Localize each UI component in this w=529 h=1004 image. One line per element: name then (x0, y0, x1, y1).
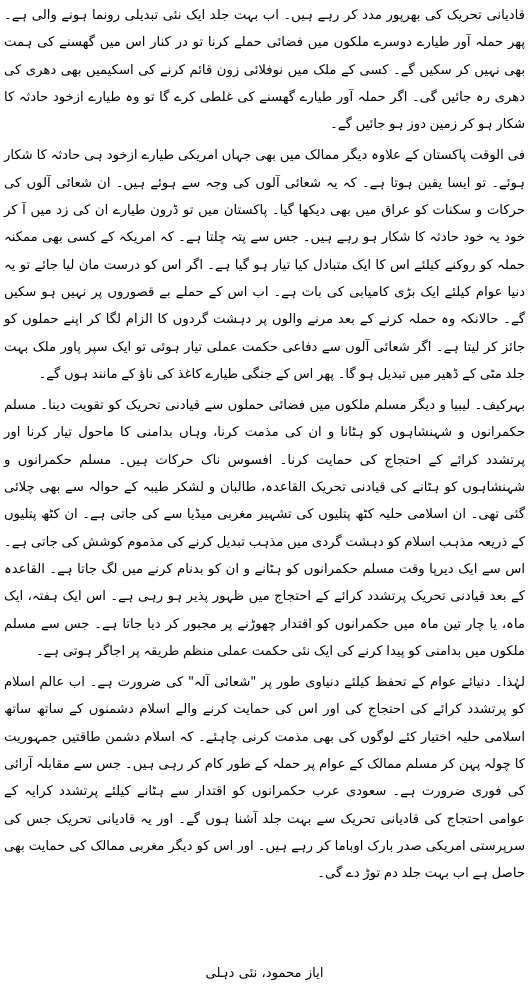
article-body (4, 2, 525, 888)
article-paragraph-3: بہرکیف۔ لیبیا و دیگر مسلم ملکوں میں فضائی حملوں سے قیادنی تحریک کو تقویت دینا۔ مسلم حکمرانوں و شہنشاہوں کو ہٹانا و ان کی مذمت کرنا، وہاں بدامنی کا ماحول تیار کرنا اور پرتشدد کرائے کے احتجاج کی حمایت کرنا۔ افسوس ناک حرکات ہیں۔ مسلم حکمرانوں و شہنشاہوں کو ہٹانے کی قیادنی تحریک القاعدہ، طالبان و لشکر طیبہ کے حوالہ سے بھی چلائی گئی تھی۔ ان اسلامی حلیہ کٹھ پتلیوں کی تشہیر مغربی میڈیا سے کی جاتی ہے۔ ان کٹھ پتلیوں کے ذریعہ مذہب اسلام کو دہشت گردی میں مذہب تبدیل کرنے کی مذموم کوشش کی جاتی ہے۔ اس سے ایک دیرپا وقت مسلم حکمرانوں کو ہٹانے و ان کو بدنام کرنے میں لگ جاتا ہے۔ القاعدہ کے بعد قیادنی تحریک پرتشدد کرائے کے احتجاج میں ظہور پذیر ہو رہی ہے۔ اس ایک ہفتہ، ایک ماہ، یا چار تین ماہ میں حکمرانوں کو اقتدار چھوڑنے پر مجبور کر دیا جاتا ہے۔ جس سے مسلم ملکوں میں بدامنی کو پیدا کرنے کی ایک نئی حکمت عملی منظم طریقہ پر اجاگر ہوتی ہے۔ (4, 398, 525, 659)
article-paragraph-4: لہٰذا۔ دنیائے عوام کے تحفظ کیلئے دنیاوی طور پر "شعائی آلہ" کی ضرورت ہے۔ اب عالم اسلام کو پرتشدد کرائے کی احتجاج کی اور اس کی حمایت کرنے والے اسلام دشمنوں کے ساتھ ساتھ اسلامی حلیہ اختیار کئے لوگوں کی بھی مذمت کرنی چاہئے۔ کہ اسلام دشمن طاقتیں جمہوریت کا چولہ پہن کر مسلم ممالک کے عوام پر حملہ کے طور کام کر رہی ہیں۔ جس سے مقابلہ آرائی کی فوری ضرورت ہے۔ سعودی عرب حکمرانوں کو اقتدار سے ہٹانے کیلئے پرتشدد کرایہ کے عوامی احتجاج کی قادیانی تحریک سے بہت جلد آشنا ہوں گے۔ اور یہ قادیانی تحریک جس کی سرپرستی امریکی صدر بارک اوباما کر رہے ہیں۔ اور اس کو دیگر مغربی ممالک کی حمایت بھی حاصل ہے اب بہت جلد دم توڑ دے گی۔ (4, 675, 525, 882)
article-paragraph-1: قادیانی تحریک کی بھرپور مدد کر رہے ہیں۔ اب بہت جلد ایک نئی تبدیلی رونما ہونے والی ہے۔ پھر حملہ آور طیارے دوسرے ملکوں میں فضائی حملے کرنا تو در کنار اس میں گھسنے کی ہمت بھی نہیں کر سکیں گے۔ کسی کے ملک میں نوفلائی زون قائم کرنے کی اسکیمیں بھی دھری کی دھری رہ جائیں گی۔ اگر حملہ آور طیارے گھسنے کی غلطی کرے گا تو وہ طیارے ازخود حادثہ کا شکار ہو کر زمین دوز ہو جائیں گے۔ (4, 8, 525, 133)
article-paragraph-2: فی الوقت پاکستان کے علاوہ دیگر ممالک میں بھی جہاں امریکی طیارے ازخود ہی حادثہ کا شکار ہوئے۔ تو ایسا یقین ہوتا ہے۔ کہ یہ شعائی آلوں کی وجہ سے ہوئے ہیں۔ ان شعائی آلوں کی حرکات و سکنات کو عراق میں بھی دیکھا گیا۔ پاکستان میں تو ڈرون طیارے ان کی زد میں آ کر خود یہ خود حادثہ کا شکار ہو رہے ہیں۔ جس سے پتہ چلتا ہے۔ کہ امریکہ کے کسی بھی ممکنہ حملہ کو روکنے کیلئے اس کا ایک متبادل کیا تیار ہو گیا ہے۔ اگر اس کو درست مان لیا جائے تو یہ دنیا عوام کیلئے ایک بڑی کامیابی کی بات ہے۔ اب اس کے حملے بے قصوروں پر نہیں ہو سکیں گے۔ حالانکہ وہ حملہ کرنے کے بعد مرنے والوں پر دہشت گردوں کا الزام لگا کر اپنے حملوں کو جائز کر لیتا ہے۔ اگر شعائی آلوں سے دفاعی حکمت عملی تیار ہوئی تو ایک سپر پاور ملک بہت جلد مٹی کے ڈھیر میں تبدیل ہو گا۔ پھر اس کے جنگی طیارے کاغذ کی ناؤ کے مانند ہوں گے۔ (4, 148, 525, 382)
author-signature: ایاز محمود، نئی دہلی (205, 966, 324, 981)
